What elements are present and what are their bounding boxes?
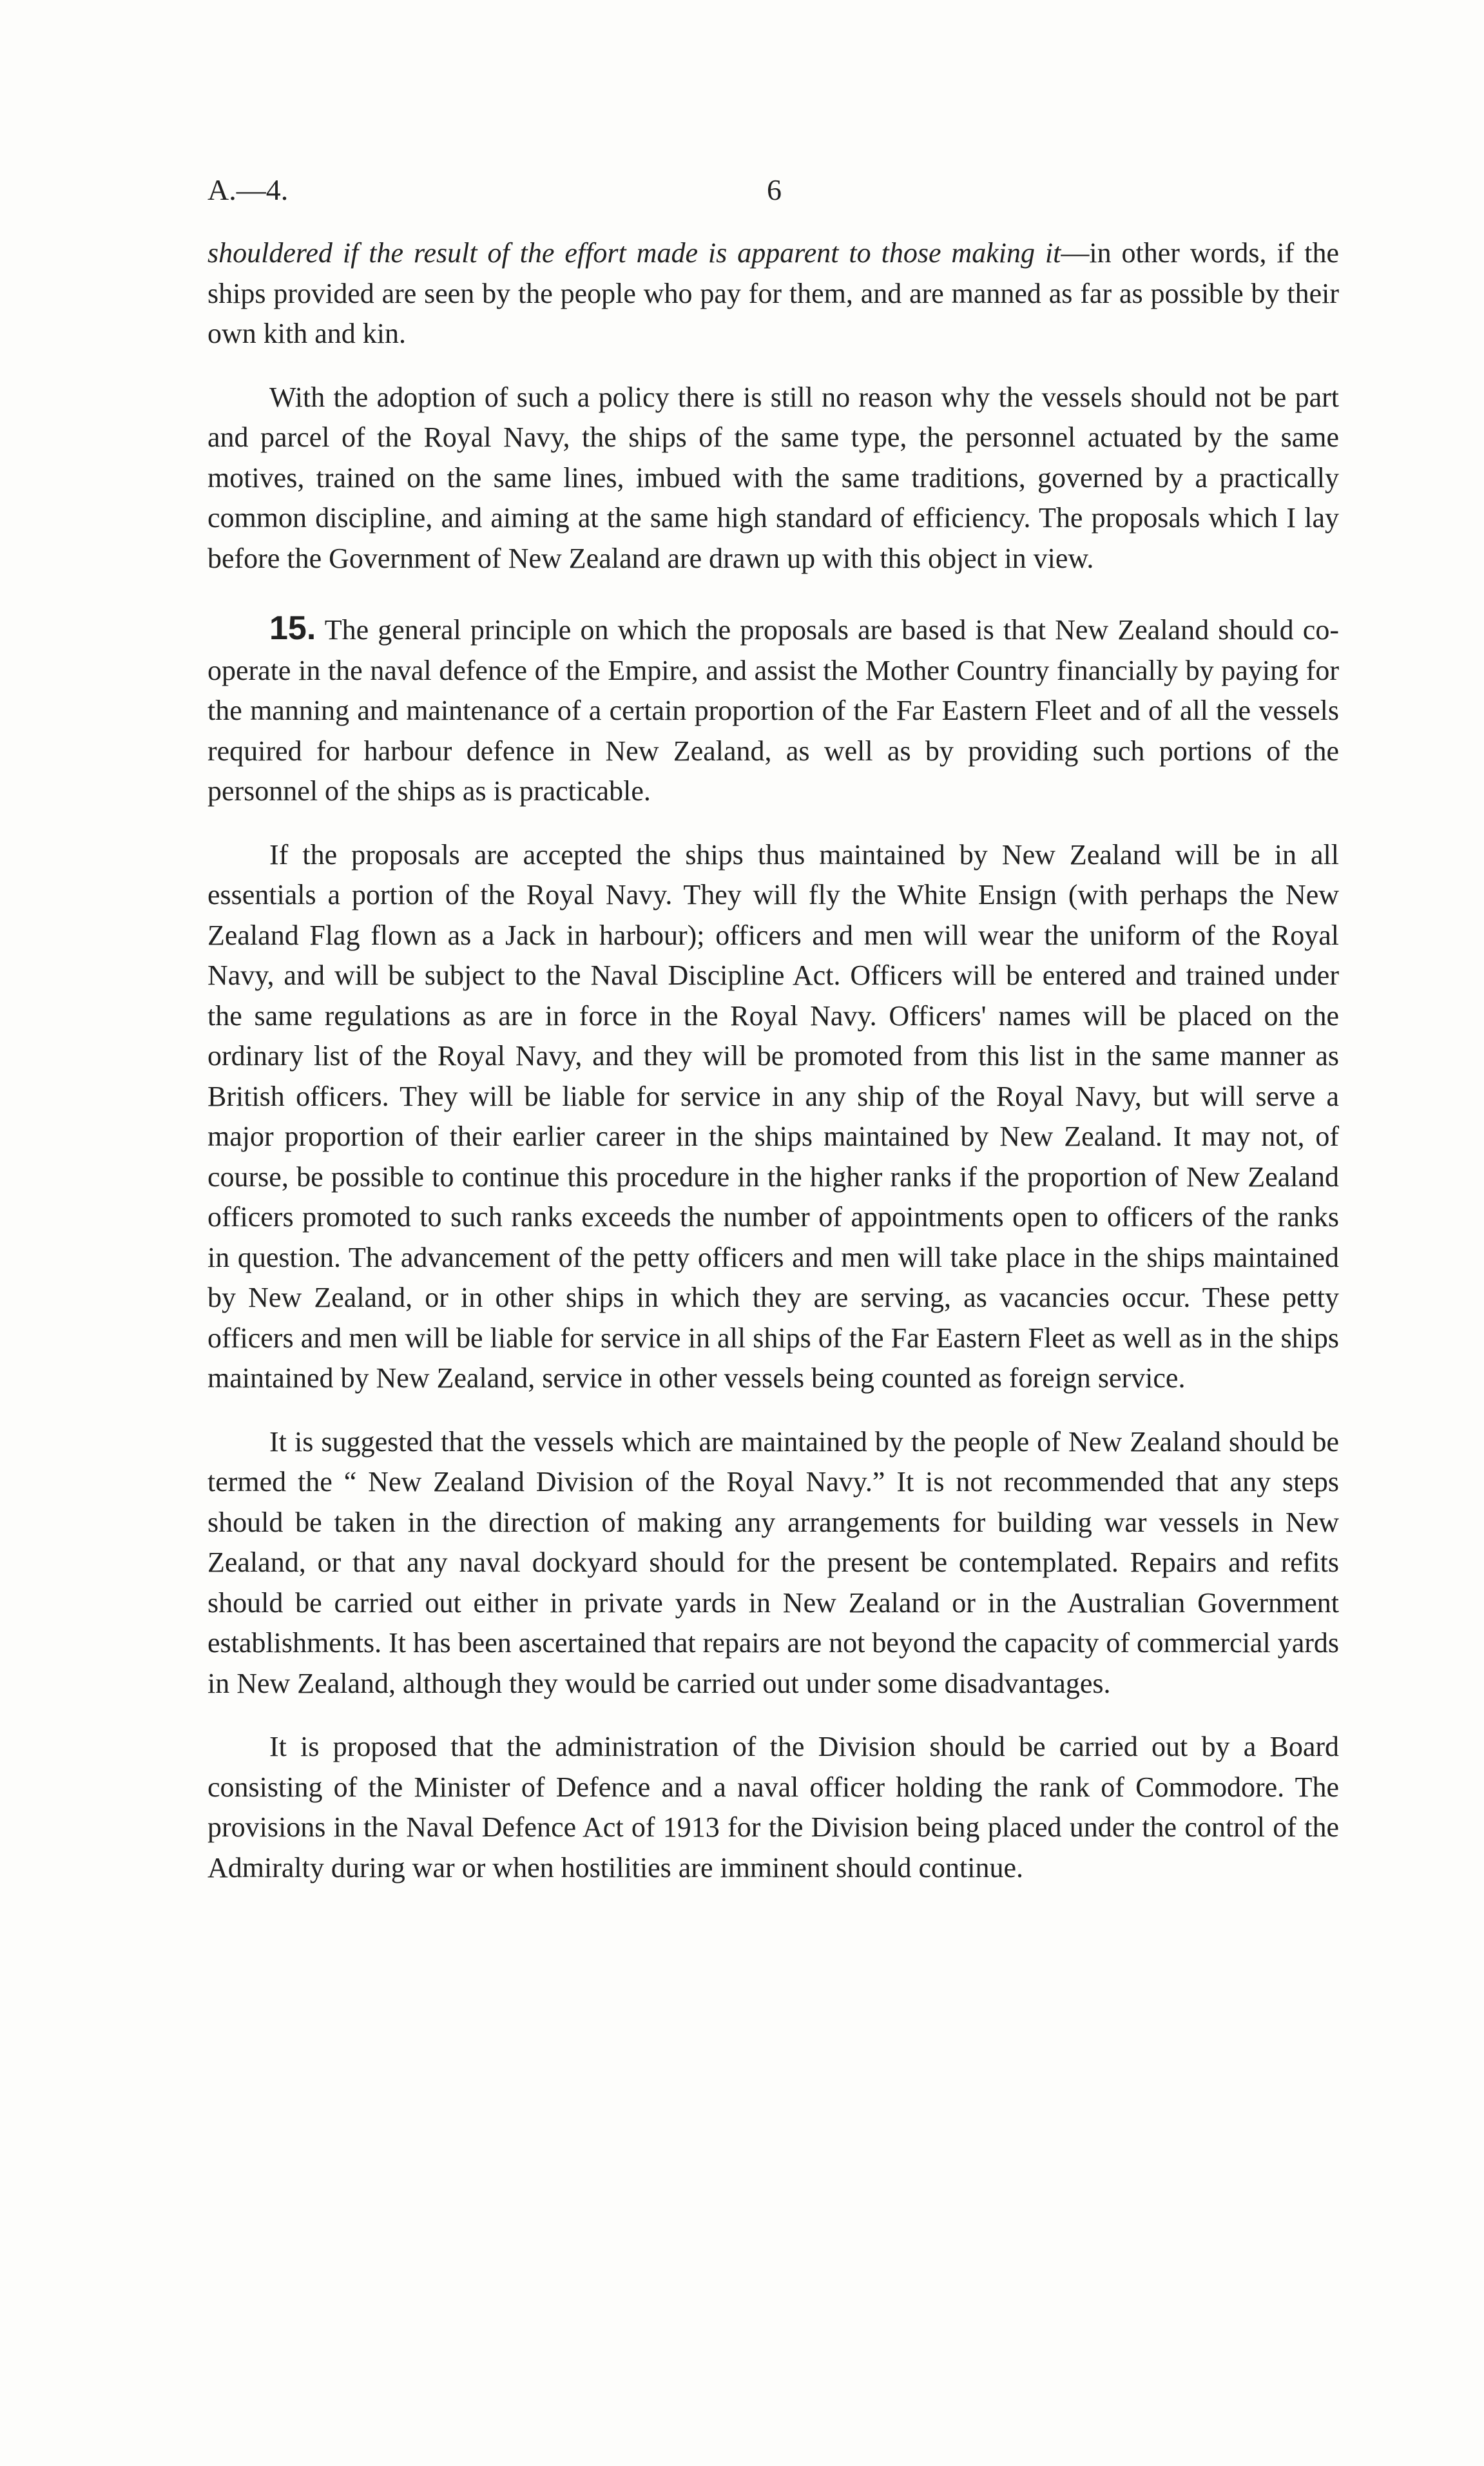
paragraph-policy: With the adoption of such a policy there is still no reason why the vessels should not be part and parcel of the Royal Navy, the ships of the same type, the personnel actuated by the same motives, trained on the same lines, imbued with the same traditions, governed by a practically common discipline, and aiming at the same high standard of efficiency. The proposals which I lay before the Government of New Zealand are drawn up with this object in view. [207, 381, 1339, 574]
italic-phrase: shouldered if the result of the effort made is apparent to those making it [207, 237, 1061, 269]
paragraph-administration: It is proposed that the administration of the Division should be carried out by a Board consisting of the Minister of Defence and a naval officer holding the rank of Commodore. The provisions in the Naval Defence Act of 1913 for the Division being placed under the control of the Admiralty during war or when hostilities are imminent should continue. [207, 1731, 1339, 1883]
page-number: 6 [767, 173, 782, 206]
paragraph-15-text: The general principle on which the proposals are based is that New Zealand should co-operate in the naval defence of the Empire, and assist the Mother Country financially by paying for the manning and maintenance of a certain proportion of the Far Eastern Fleet and of all the vessels required for harbour defence in New Zealand, as well as by providing such portions of the personnel of the ships as is practicable. [207, 614, 1339, 807]
paragraph-division-name: It is suggested that the vessels which are maintained by the people of New Zealand should be termed the “ New Zealand Division of the Royal Navy.” It is not recommended that any steps should be taken in the direction of making any arrangements for building war vessels in New Zealand, or that any naval dockyard should for the present be contemplated. Repairs and refits should be carried out either in private yards in New Zealand or in the Australian Government establishments. It has been ascertained that repairs are not beyond the capacity of commercial yards in New Zealand, although they would be carried out under some disadvantages. [207, 1425, 1339, 1699]
paragraph-continuation-text: —in other words, if the ships provided are seen by the people who pay for them, and are manned as far as possible by their own kith and kin. [207, 237, 1339, 349]
document-reference: A.—4. [207, 173, 289, 206]
paragraph-number: 15. [269, 610, 316, 647]
paragraph-15 [207, 608, 1339, 812]
paragraph-continuation [207, 233, 1339, 354]
body-text [207, 233, 1339, 1911]
paragraph-proposals-accepted: If the proposals are accepted the ships thus maintained by New Zealand will be in all essentials a portion of the Royal Navy. They will fly the White Ensign (with perhaps the New Zealand Flag flown as a Jack in harbour); officers and men will wear the uniform of the Royal Navy, and will be subject to the Naval Discipline Act. Officers will be entered and trained under the same regulations as are in force in the Royal Navy. Officers' names will be placed on the ordinary list of the Royal Navy, and they will be promoted from this list in the same manner as British officers. They will be liable for service in any ship of the Royal Navy, but will serve a major proportion of their earlier career in the ships maintained by New Zealand. It may not, of course, be possible to continue this procedure in the higher ranks if the proportion of New Zealand officers promoted to such ranks exceeds the number of appointments open to officers of the ranks in question. The advancement of the petty officers and men will take place in the ships maintained by New Zealand, or in other ships in which they are serving, as vacancies occur. These petty officers and men will be liable for service in all ships of the Far Eastern Fleet as well as in the ships maintained by New Zealand, service in other vessels being counted as foreign service. [207, 838, 1339, 1394]
page-header [207, 173, 1258, 211]
